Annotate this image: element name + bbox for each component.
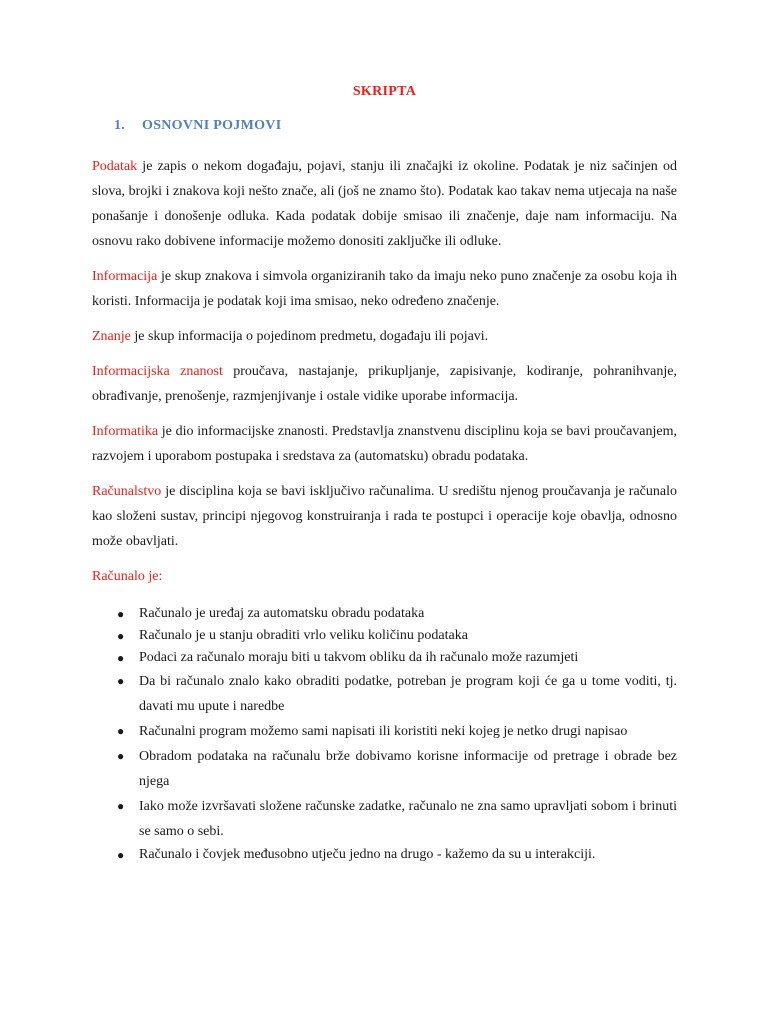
list-item — [92, 844, 677, 866]
definition-znanje: je skup informacija o pojedinom predmetu, događaju ili pojavi. — [130, 329, 489, 344]
bullet-icon: ● — [117, 848, 125, 862]
term-znanje: Znanje — [92, 329, 131, 344]
paragraph-racunalstvo — [92, 479, 677, 554]
bullet-icon: ● — [117, 607, 125, 621]
definition-informacijska-znanost: proučava, nastajanje, prikupljanje, zapisivanje, kodiranje, pohranihvanje, obrađivanje, prenošenje, razmjenjivanje i ostale vidike uporabe informacija. — [92, 364, 677, 404]
list-item-text: Iako može izvršavati složene računske zadatke, računalo ne zna samo upravljati sobom i brinuti se samo o sebi. — [139, 799, 677, 839]
list-item-text: Računalo i čovjek međusobno utječu jedno na drugo - kažemo da su u interakciji. — [139, 847, 596, 862]
list-item-text: Računalo je u stanju obraditi vrlo veliku količinu podataka — [139, 628, 468, 643]
list-lead: Računalo je: — [92, 569, 163, 584]
list-item-text: Računalo je uređaj za automatsku obradu podataka — [139, 606, 425, 621]
list-item — [92, 625, 677, 647]
bullet-icon: ● — [117, 651, 125, 665]
definition-racunalstvo: je disciplina koja se bavi isključivo računalima. U središtu njenog proučavanja je računalo kao složeni sustav, principi njegovog konstruiranja i rada te postupci i operacije koje obavlja, odnosno može obavljati. — [92, 484, 677, 549]
list-item — [92, 719, 677, 744]
list-item-text: Obradom podataka na računalu brže dobivamo korisne informacije od pretrage i obrade bez njega — [139, 749, 677, 789]
list-item-text: Podaci za računalo moraju biti u takvom obliku da ih računalo može razumjeti — [139, 650, 579, 665]
bullet-list — [92, 603, 677, 866]
document-page — [92, 84, 677, 866]
section-heading — [114, 118, 677, 134]
bullet-icon: ● — [117, 674, 125, 688]
paragraph-informatika — [92, 419, 677, 469]
term-informacijska-znanost: Informacijska znanost — [92, 364, 223, 379]
list-item-text: Da bi računalo znalo kako obraditi podatke, potreban je program koji će ga u tome voditi, tj. davati mu upute i naredbe — [139, 674, 677, 714]
definition-informacija: je skup znakova i simvola organiziranih tako da imaju neko puno značenje za osobu koja ih koristi. Informacija je podatak koji ima smisao, neko određeno značenje. — [92, 269, 677, 309]
term-racunalstvo: Računalstvo — [92, 484, 162, 499]
definition-podatak: je zapis o nekom događaju, pojavi, stanju ili značajki iz okoline. Podatak je niz sačinjen od slova, brojki i znakova koji nešto znače, ali (još ne znamo što). Podatak kao takav nema utjecaja na naše ponašanje i donošenje odluka. Kada podatak dobije smisao ili značenje, daje nam informaciju. Na osnovu rako dobivene informacije možemo donositi zaključke ili odluke. — [92, 159, 677, 249]
bullet-icon: ● — [117, 749, 125, 763]
list-item — [92, 603, 677, 625]
bullet-icon: ● — [117, 724, 125, 738]
paragraph-informacijska-znanost — [92, 359, 677, 409]
list-item — [92, 669, 677, 719]
document-title: SKRIPTA — [352, 84, 417, 99]
definition-informatika: je dio informacijske znanosti. Predstavlja znanstvenu disciplinu koja se bavi proučavanjem, razvojem i uporabom postupaka i sredstava za (automatsku) obradu podataka. — [92, 424, 677, 464]
term-podatak: Podatak — [92, 159, 138, 174]
section-title: OSNOVNI POJMOVI — [142, 118, 282, 133]
list-item — [92, 744, 677, 794]
list-item — [92, 794, 677, 844]
paragraph-podatak — [92, 154, 677, 254]
term-informatika: Informatika — [92, 424, 159, 439]
list-item — [92, 647, 677, 669]
paragraph-informacija — [92, 264, 677, 314]
list-item-text: Računalni program možemo sami napisati ili koristiti neki kojeg je netko drugi napisao — [139, 724, 628, 739]
bullet-icon: ● — [117, 799, 125, 813]
section-number: 1. — [114, 118, 126, 133]
term-informacija: Informacija — [92, 269, 158, 284]
bullet-icon: ● — [117, 629, 125, 643]
paragraph-znanje — [92, 324, 677, 349]
